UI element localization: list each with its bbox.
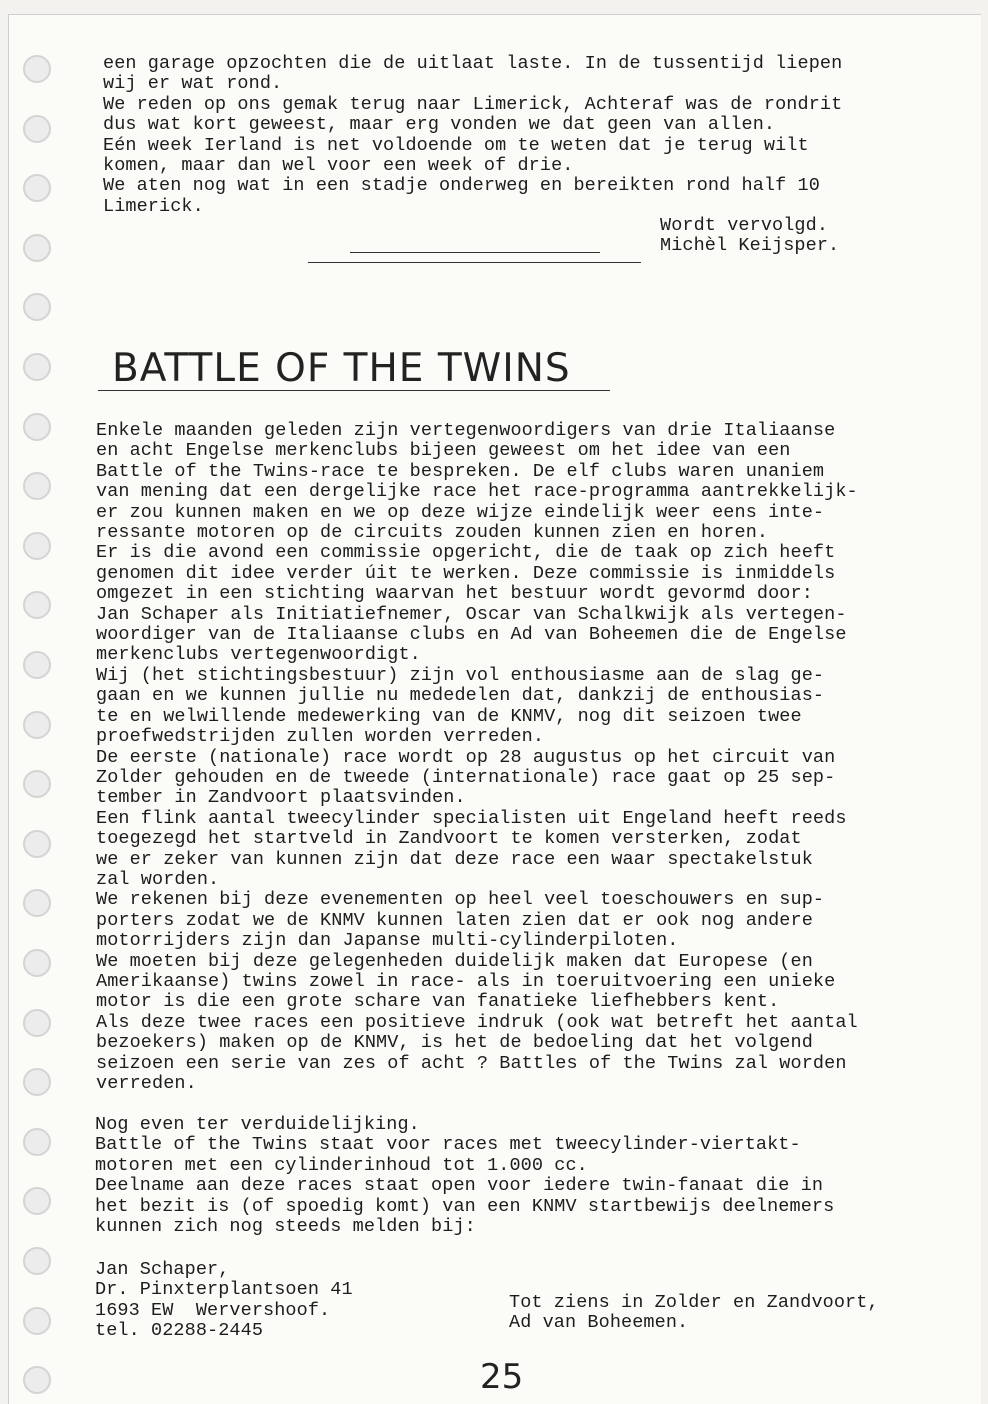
binder-hole (23, 353, 51, 381)
binder-hole (23, 1009, 51, 1037)
binder-hole (23, 1247, 51, 1275)
binder-hole (23, 174, 51, 202)
contact-address: Jan Schaper, Dr. Pinxterplantsoen 41 1693 EW Wervershoof. tel. 02288-2445 (95, 1259, 353, 1342)
binder-hole (23, 889, 51, 917)
binder-hole (23, 472, 51, 500)
binder-hole (23, 1307, 51, 1335)
article-closing: Tot ziens in Zolder en Zandvoort, Ad van Boheemen. (509, 1292, 879, 1334)
binder-hole (23, 949, 51, 977)
section-divider (308, 262, 641, 263)
binder-hole (23, 1068, 51, 1096)
binder-hole (23, 830, 51, 858)
binder-hole (23, 1128, 51, 1156)
section-divider-short (350, 252, 600, 253)
binder-hole (23, 711, 51, 739)
page-number: 25 (480, 1357, 524, 1397)
binder-hole (23, 413, 51, 441)
binder-hole (23, 1187, 51, 1215)
article-body: Enkele maanden geleden zijn vertegenwoordigers van drie Italiaanse en acht Engelse merkenclubs bijeen geweest om het idee van een Battle of the Twins-race te bespreken. De elf clubs waren unaniem van mening dat een dergelijke race het race-programma aantrekkelijk- er zou kunnen maken en we op deze wijze eindelijk weer eens inte- ressante motoren op de circuits zouden kunnen zien en horen. Er is die avond een commissie opgericht, die de taak op zich heeft genomen dit idee verder úit te werken. Deze commissie is inmiddels omgezet in een stichting waarvan het bestuur wordt gevormd door: Jan Schaper als Initiatiefnemer, Oscar van Schalkwijk als vertegen- woordiger van de Italiaanse clubs en Ad van Boheemen die de Engelse merkenclubs vertegenwoordigt. Wij (het stichtingsbestuur) zijn vol enthousiasme aan de slag ge- gaan en we kunnen jullie nu mededelen dat, dankzij de enthousias- te en welwillende medewerking van de KNMV, nog dit seizoen twee proefwedstrijden zullen worden verreden. De eerste (nationale) race wordt op 28 augustus op het circuit van Zolder gehouden en de tweede (internationale) race gaat op 25 sep- tember in Zandvoort plaatsvinden. Een flink aantal tweecylinder specialisten uit Engeland heeft reeds toegezegd het startveld in Zandvoort te komen versterken, zodat we er zeker van kunnen zijn dat deze race een waar spectakelstuk zal worden. We rekenen bij deze evenementen op heel veel toeschouwers en sup- porters zodat we de KNMV kunnen laten zien dat er ook nog andere motorrijders zijn dan Japanse multi-cylinderpiloten. We moeten bij deze gelegenheden duidelijk maken dat Europese (en Amerikaanse) twins zowel in race- als in toeruitvoering een unieke motor is die een grote schare van fanatieke liefhebbers kent. Als deze twee races een positieve indruk (ook wat betreft het aantal bezoekers) maken op de KNMV, is het de bedoeling dat het volgend seizoen een serie van zes of acht ? Battles of the Twins zal worden verreden. (96, 420, 858, 1094)
binder-hole (23, 115, 51, 143)
binder-hole (23, 234, 51, 262)
binder-hole (23, 651, 51, 679)
binder-hole (23, 591, 51, 619)
binder-hole (23, 532, 51, 560)
heading-underline (98, 390, 610, 391)
binder-hole (23, 55, 51, 83)
article-clarification: Nog even ter verduidelijking. Battle of the Twins staat voor races met tweecylinder-viertakt- motoren met een cylinderinhoud tot 1.000 cc. Deelname aan deze races staat open voor iedere twin-fanaat die in het bezit is (of spoedig komt) van een KNMV startbewijs deelnemers kunnen zich nog steeds melden bij: (95, 1114, 835, 1238)
intro-signoff: Wordt vervolgd. Michèl Keijsper. (660, 215, 840, 257)
intro-paragraph: een garage opzochten die de uitlaat laste. In de tussentijd liepen wij er wat rond. We reden op ons gemak terug naar Limerick, Achteraf was de rondrit dus wat kort geweest, maar erg vonden we dat geen van allen. Eén week Ierland is net voldoende om te weten dat je terug wilt komen, maar dan wel voor een week of drie. We aten nog wat in een stadje onderweg en bereikten rond half 10 Limerick. (103, 53, 843, 217)
binder-hole (23, 770, 51, 798)
binder-hole (23, 1366, 51, 1394)
binder-hole (23, 293, 51, 321)
article-heading: BATTLE OF THE TWINS (112, 346, 571, 391)
